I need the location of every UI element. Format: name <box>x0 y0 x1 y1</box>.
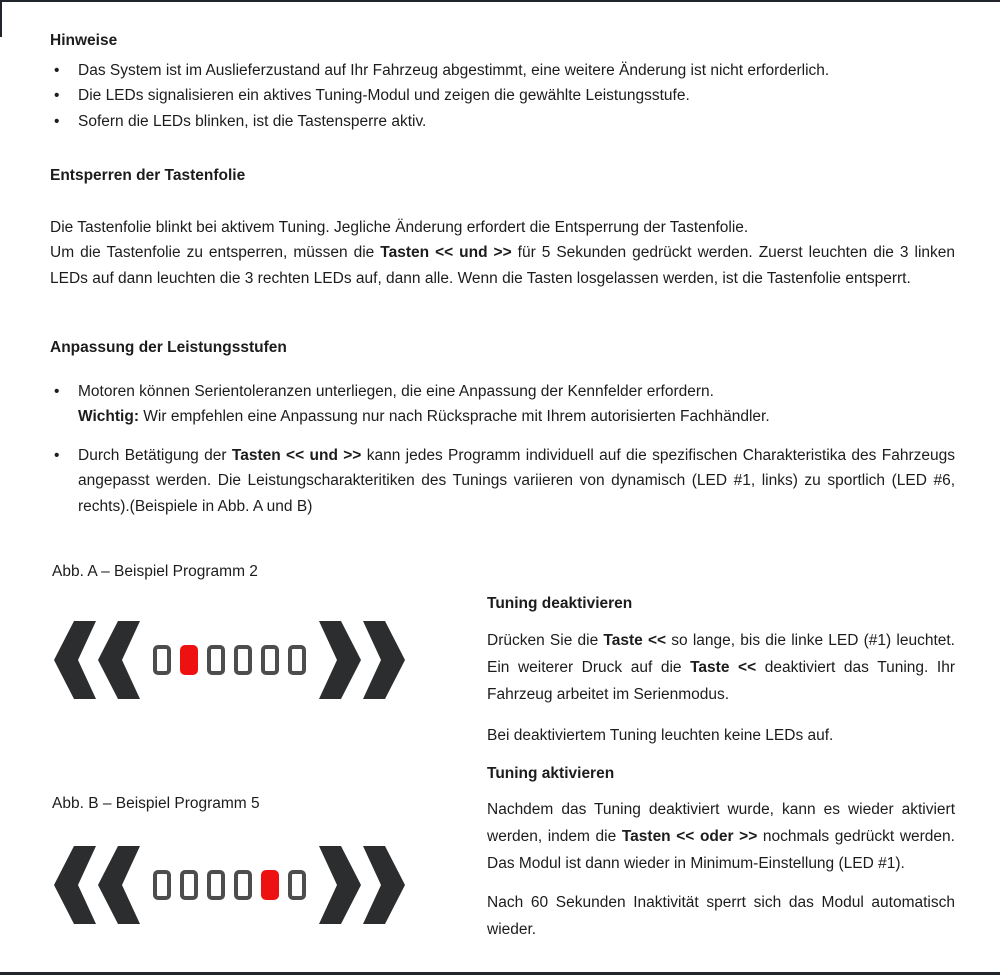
double-chevron-left-icon <box>54 846 140 924</box>
led-indicator-off <box>153 870 171 900</box>
led-indicator-off <box>288 645 306 675</box>
tuning-aktivieren-note: Nach 60 Sekunden Inaktivität sperrt sich das Modul automatisch wieder. <box>487 894 955 938</box>
led-indicator-off <box>180 870 198 900</box>
heading-tuning-aktivieren: Tuning aktivieren <box>487 764 615 782</box>
led-indicator-off <box>288 870 306 900</box>
heading-entsperren: Entsperren der Tastenfolie <box>50 167 246 184</box>
hinweise-list <box>50 58 955 135</box>
tuning-deaktivieren-paragraph: Drücken Sie die Taste << so lange, bis die linke LED (#1) leuchtet. Ein weiterer Druck auf die Taste << deaktiviert das Tuning. Ihr Fahrzeug arbeitet im Serienmodus. <box>487 631 955 703</box>
led-indicator-on <box>261 870 279 900</box>
led-row <box>153 870 306 900</box>
led-indicator-off <box>207 645 225 675</box>
led-indicator-on <box>180 645 198 675</box>
led-panel-figure-b <box>54 846 487 924</box>
section-entsperren <box>50 163 955 291</box>
bullet-item: • Das System ist im Auslieferzustand auf Ihr Fahrzeug abgestimmt, eine weitere Änderung ist nicht erforderlich. <box>50 58 955 84</box>
double-chevron-left-icon <box>54 621 140 699</box>
led-row <box>153 645 306 675</box>
led-indicator-off <box>207 870 225 900</box>
bullet-item: • Durch Betätigung der Tasten << und >> kann jedes Programm individuell auf die spezifischen Charakteristika des Fahrzeugs angepasst werden. Die Leistungscharakteritiken des Tunings variieren von dynamisch (LED #1, links) zu sportlich (LED #6, rechts).(Beispiele in Abb. A und B) <box>50 443 955 520</box>
page-top-border <box>0 0 1000 2</box>
led-panel-figure-a <box>54 621 487 699</box>
anpassung-list <box>50 379 955 520</box>
led-indicator-off <box>153 645 171 675</box>
examples-area <box>50 553 955 943</box>
led-indicator-off <box>234 645 252 675</box>
entsperren-paragraph: Die Tastenfolie blinkt bei aktivem Tuning. Jegliche Änderung erfordert die Entsperrung der Tastenfolie. Um die Tastenfolie zu entsperren, müssen die Tasten << und >> für 5 Sekunden gedrückt werden. Zuerst leuchten die 3 linken LEDs auf dann leuchten die 3 rechten LEDs auf, dann alle. Wenn die Tasten losgelassen werden, ist die Tastenfolie entsperrt. <box>50 218 955 287</box>
bullet-item: • Motoren können Serientoleranzen unterliegen, die eine Anpassung der Kennfelder erfordern. Wichtig: Wir empfehlen eine Anpassung nur nach Rücksprache mit Ihrem autorisierten Fachhändler. <box>50 379 955 430</box>
figures-column <box>50 553 487 943</box>
figure-b-label: Abb. B – Beispiel Programm 5 <box>52 794 260 812</box>
heading-hinweise: Hinweise <box>50 32 118 49</box>
figure-a-label: Abb. A – Beispiel Programm 2 <box>52 563 258 580</box>
tuning-column <box>487 553 955 943</box>
tuning-aktivieren-paragraph: Nachdem das Tuning deaktiviert wurde, kann es wieder aktiviert werden, indem die Tasten << oder >> nochmals gedrückt werden. Das Modul ist dann wieder in Minimum-Einstellung (LED #1). <box>487 801 955 872</box>
double-chevron-right-icon <box>319 846 405 924</box>
double-chevron-right-icon <box>319 621 405 699</box>
bullet-item: • Die LEDs signalisieren ein aktives Tuning-Modul und zeigen die gewählte Leistungsstufe. <box>50 83 955 109</box>
heading-tuning-deaktivieren: Tuning deaktivieren <box>487 595 633 612</box>
tuning-deaktivieren-note: Bei deaktiviertem Tuning leuchten keine LEDs auf. <box>487 726 834 744</box>
section-hinweise <box>50 28 955 134</box>
led-indicator-off <box>261 645 279 675</box>
section-anpassung <box>50 335 955 519</box>
heading-anpassung: Anpassung der Leistungsstufen <box>50 339 287 356</box>
led-indicator-off <box>234 870 252 900</box>
page-left-border <box>0 0 2 37</box>
bullet-item: • Sofern die LEDs blinken, ist die Tastensperre aktiv. <box>50 109 955 135</box>
